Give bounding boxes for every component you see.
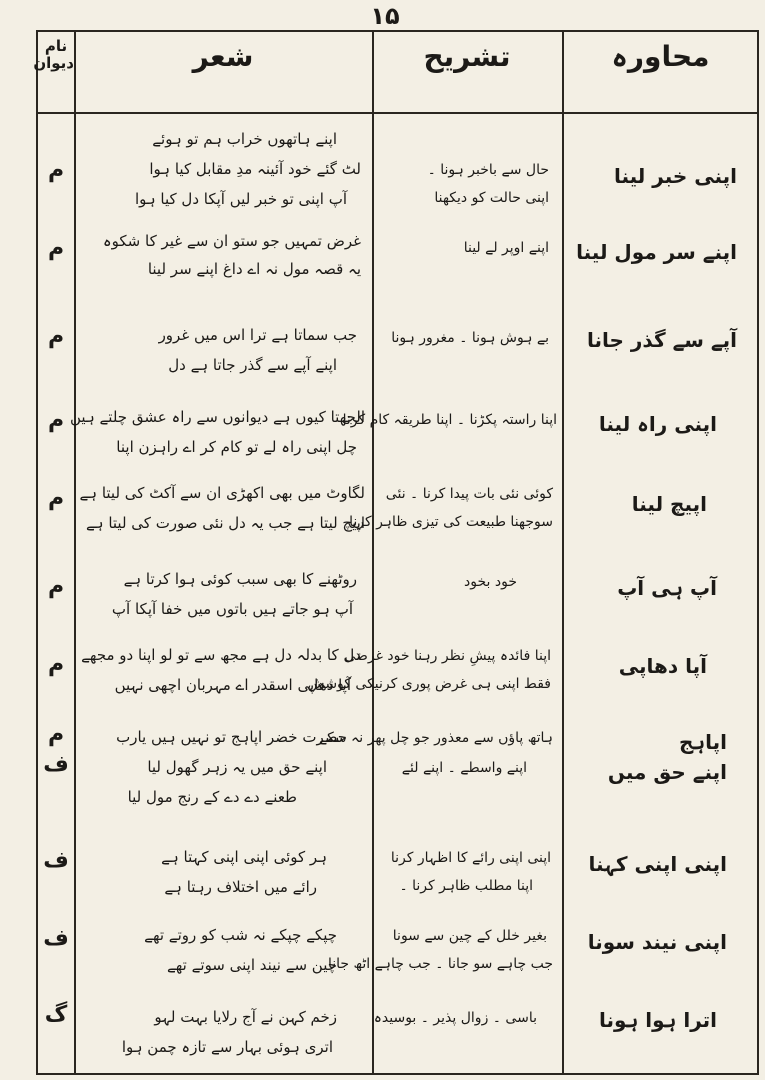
idiom-text: اپاہج (678, 730, 727, 754)
explanation-line: بغیر خلل کے چین سے سونا (392, 928, 547, 944)
verse-line: اپیچ لیتا ہے جب یہ دل نئی صورت کی لیتا ہے (85, 514, 365, 532)
explanation-line: خود بخود (464, 574, 517, 590)
explanation-line: اپنے واسطے ۔ اپنے لئے (401, 760, 527, 776)
page-number: ۱۵ (370, 2, 400, 30)
verse-line: لٹ گئے خود آئینہ مدِ مقابل کیا ہوا (149, 160, 361, 178)
header-explanation: تشریح (423, 40, 511, 73)
explanation-line: باسی ۔ زوال پذیر ۔ بوسیدہ (373, 1010, 537, 1026)
source-mark: م (47, 158, 65, 183)
explanation-line: اپنا فائدہ پیشِ نظر رہنا خود غرضی (344, 648, 551, 664)
verse-line: زخم کہن نے آج رلایا بہت لہو (154, 1008, 337, 1026)
explanation-line: اپنا راستہ پکڑنا ۔ اپنا طریقہ کام کرنا (342, 412, 557, 428)
explanation-line: جب چاہے سو جانا ۔ جب چاہے اٹھ جانا (327, 956, 553, 972)
source-mark: م (47, 722, 65, 747)
verse-line: دل کا بدلہ دل ہے مجھ سے تو لو اپنا دو مجھے (81, 646, 361, 664)
verse-line: چل اپنی راہ لے تو کام کر اے راہزن اپنا (116, 438, 357, 456)
idiom-text: اترا ہوا ہونا (599, 1008, 717, 1032)
verse-line: الجھتا کیوں ہے دیوانوں سے راہ عشق چلتے ہیں (70, 408, 365, 426)
verse-line: اپنے ہاتھوں خراب ہم تو ہوئے (152, 130, 337, 148)
explanation-line: کوئی نئی بات پیدا کرنا ۔ نئی (385, 486, 553, 502)
source-mark: م (47, 408, 65, 433)
idiom-text: اپنے سر مول لینا (576, 240, 737, 264)
idiom-text: آپے سے گذر جانا (587, 328, 737, 352)
source-mark: م (47, 236, 65, 261)
verse-line: جب سماتا ہے ترا اس میں غرور (158, 326, 357, 344)
column-divider (562, 32, 564, 1073)
source-mark: گ (44, 1002, 68, 1027)
source-mark: م (47, 652, 65, 677)
verse-line: آپ ہو جاتے ہیں باتوں میں خفا آپکا آپ (111, 600, 353, 618)
verse-line: روٹھنے کا بھی سبب کوئی ہوا کرتا ہے (123, 570, 357, 588)
source-mark: ف (43, 926, 69, 951)
source-mark: م (47, 324, 65, 349)
verse-line: غرض تمہیں جو ستو ان سے غیر کا شکوہ (102, 232, 361, 250)
header-verse: شعر (192, 40, 254, 73)
explanation-line: فقط اپنی ہی غرض پوری کرنیکی کوشش (307, 676, 551, 692)
idiom-text: اپنے حق میں (607, 760, 727, 784)
column-divider (74, 32, 76, 1073)
explanation-line: اپنی حالت کو دیکھنا (434, 190, 549, 206)
source-mark: م (47, 486, 65, 511)
verse-line: طعنے دے دے کے رنج مول لیا (127, 788, 297, 806)
header-source: نام دیوان (33, 37, 74, 72)
explanation-line: اپنے اوپر لے لینا (463, 240, 549, 256)
verse-line: لگاوٹ میں بھی اکھڑی ان سے آکٹ کی لیتا ہے (79, 484, 365, 502)
verse-line: حضرت خضر اپاہج تو نہیں ہیں یارب (116, 728, 347, 746)
verse-line: اپنے حق میں یہ زہر گھول لیا (147, 758, 327, 776)
idiom-text: آپ ہی آپ (617, 576, 717, 600)
verse-line: ہر کوئی اپنی اپنی کہتا ہے (161, 848, 327, 866)
source-mark: م (47, 574, 65, 599)
explanation-line: اپنا مطلب ظاہر کرنا ۔ (399, 878, 533, 894)
verse-line: رائے میں اختلاف رہتا ہے (164, 878, 317, 896)
verse-line: اتری ہوئی بہار سے تازہ چمن ہوا (121, 1038, 333, 1056)
idiom-text: اپنی خبر لینا (613, 164, 737, 188)
source-mark: ف (43, 848, 69, 873)
verse-line: یہ قصہ مول نہ اے داغ اپنے سر لینا (147, 260, 361, 278)
verse-line: چین سے نیند اپنی سوتے تھے (166, 956, 337, 974)
explanation-line: اپنی اپنی رائے کا اظہار کرنا (390, 850, 551, 866)
table-header (33, 32, 757, 114)
verse-line: چپکے چپکے نہ شب کو روتے تھے (144, 926, 337, 944)
source-mark: ف (43, 752, 69, 777)
explanation-line: ہاتھ پاؤں سے معذور جو چل پھر نہ سکے (318, 730, 553, 746)
idiom-text: اپنی اپنی کہنا (588, 852, 727, 876)
column-divider (372, 32, 374, 1073)
idiom-text: آپا دھاپی (618, 654, 707, 678)
verse-line: اپنے آپے سے گذر جاتا ہے دل (168, 356, 337, 374)
idiom-text: اپنی نیند سونا (587, 930, 727, 954)
explanation-line: سوجھنا طبیعت کی تیزی ظاہر کرنا (349, 514, 553, 530)
header-idiom: محاورہ (611, 40, 710, 73)
idiom-table (33, 30, 759, 1075)
explanation-line: بے ہوش ہونا ۔ مغرور ہونا (391, 330, 549, 346)
verse-line: آپ اپنی تو خبر لیں آپکا دل کیا ہوا (134, 190, 347, 208)
verse-line: آپا دھاپی اسقدر اے مہربان اچھی نہیں (114, 676, 351, 694)
explanation-line: حال سے باخبر ہونا ۔ (427, 162, 549, 178)
idiom-text: اپنی راہ لینا (598, 412, 717, 436)
idiom-text: اپیچ لینا (631, 492, 707, 516)
